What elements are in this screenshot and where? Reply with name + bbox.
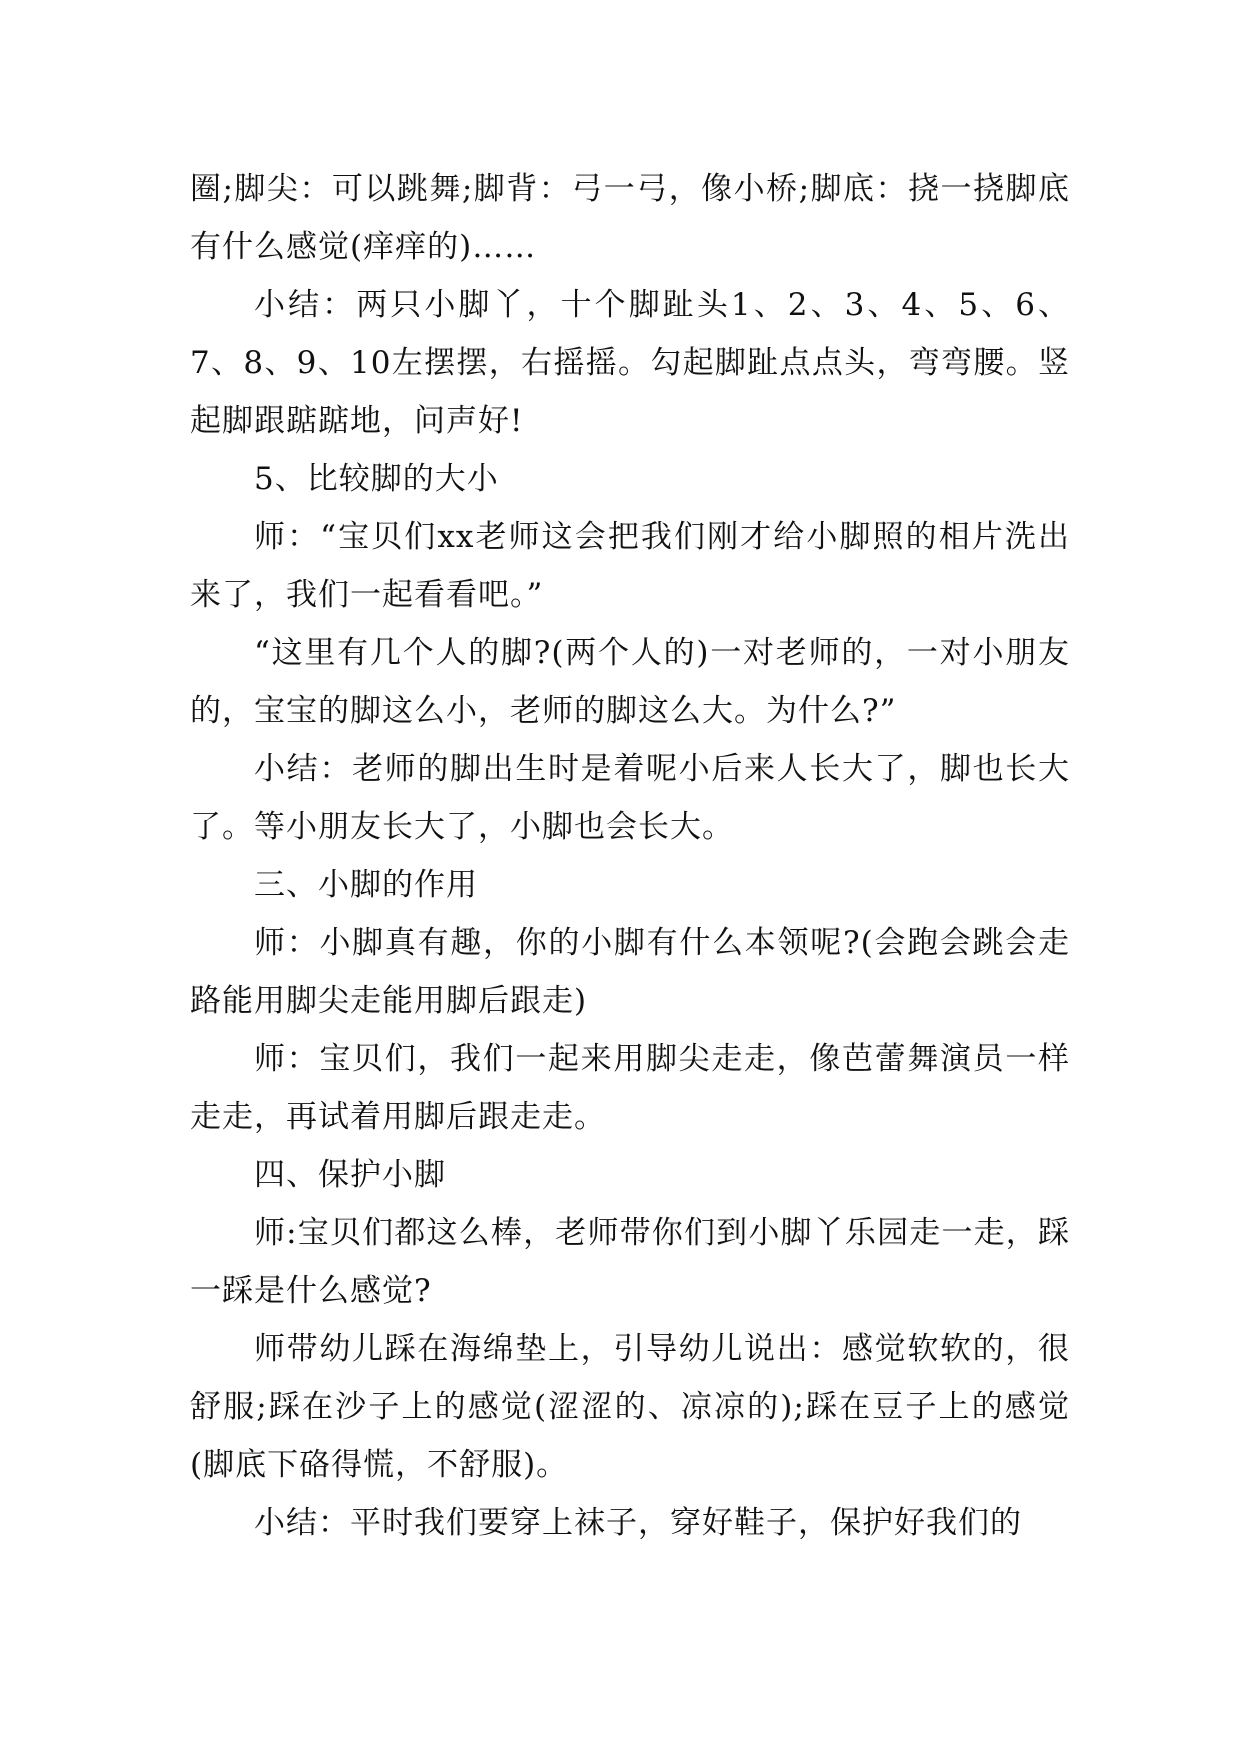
paragraph: 师：“宝贝们xx老师这会把我们刚才给小脚照的相片洗出来了，我们一起看看吧。” [190, 519, 1070, 613]
document-body [190, 160, 1070, 1552]
paragraph: 小结：两只小脚丫，十个脚趾头1、2、3、4、5、6、7、8、9、10左摆摆，右摇摇。勾起脚趾点点头，弯弯腰。竖起脚跟踮踮地，问声好! [190, 287, 1070, 439]
paragraph: 小结：平时我们要穿上袜子，穿好鞋子，保护好我们的 [254, 1505, 1022, 1541]
paragraph: “这里有几个人的脚?(两个人的)一对老师的，一对小朋友的，宝宝的脚这么小，老师的脚这么大。为什么?” [190, 635, 1070, 729]
paragraph: 圈;脚尖：可以跳舞;脚背：弓一弓，像小桥;脚底：挠一挠脚底有什么感觉(痒痒的)…… [190, 171, 1070, 265]
section-heading: 5、比较脚的大小 [254, 461, 499, 497]
paragraph: 师带幼儿踩在海绵垫上，引导幼儿说出：感觉软软的，很舒服;踩在沙子上的感觉(涩涩的、凉凉的);踩在豆子上的感觉(脚底下硌得慌，不舒服)。 [190, 1331, 1070, 1483]
section-heading: 四、保护小脚 [254, 1157, 446, 1193]
paragraph: 小结：老师的脚出生时是着呢小后来人长大了，脚也长大了。等小朋友长大了，小脚也会长大。 [190, 751, 1070, 845]
paragraph: 师:宝贝们都这么棒，老师带你们到小脚丫乐园走一走，踩一踩是什么感觉? [190, 1215, 1070, 1309]
section-heading: 三、小脚的作用 [254, 867, 478, 903]
paragraph: 师：小脚真有趣，你的小脚有什么本领呢?(会跑会跳会走路能用脚尖走能用脚后跟走) [190, 925, 1070, 1019]
paragraph: 师：宝贝们，我们一起来用脚尖走走，像芭蕾舞演员一样走走，再试着用脚后跟走走。 [190, 1041, 1070, 1135]
